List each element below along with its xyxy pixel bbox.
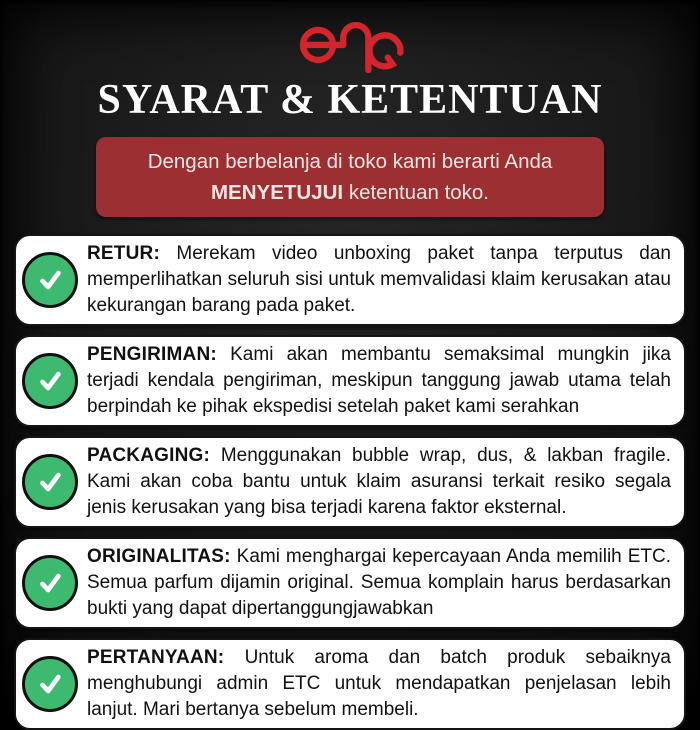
check-circle-icon (22, 353, 78, 409)
term-text: PERTANYAAN: Untuk aroma dan batch produk sebaiknya menghubungi admin ETC untuk mendapatkan penjelasan lebih lanjut. Mari bertanya sebelum membeli. (87, 647, 672, 721)
term-label: RETUR: (87, 243, 160, 265)
check-circle-icon (22, 555, 78, 611)
notice-line1: Dengan berbelanja di toko kami berarti Anda (147, 150, 553, 174)
term-card-pengiriman (14, 335, 686, 427)
term-card-packaging (14, 436, 686, 528)
term-label: PACKAGING: (87, 445, 211, 467)
term-text: RETUR: Merekam video unboxing paket tanpa terputus dan memperlihatkan seluruh sisi untuk memvalidasi klaim kerusakan atau kekurangan barang pada paket. (87, 243, 672, 317)
term-label: PENGIRIMAN: (87, 344, 217, 366)
check-circle-icon (22, 656, 78, 712)
check-circle-icon (22, 252, 78, 308)
term-card-originalitas (14, 537, 686, 629)
term-card-retur (14, 234, 686, 326)
term-card-pertanyaan (14, 638, 686, 730)
check-circle-icon (22, 454, 78, 510)
term-label: PERTANYAAN: (87, 647, 225, 669)
terms-list (14, 234, 686, 730)
page-title: SYARAT & KETENTUAN (97, 77, 603, 123)
notice-line2-rest: ketentuan toko. (343, 181, 490, 205)
term-text: PENGIRIMAN: Kami akan membantu semaksimal mungkin jika terjadi kendala pengiriman, meskipun tanggung jawab utama telah berpindah ke pihak ekspedisi setelah paket kami serahkan (87, 344, 671, 418)
term-label: ORIGINALITAS: (87, 546, 231, 568)
notice-agree-word: MENYETUJUI (210, 181, 344, 205)
shop-logo (0, 12, 700, 74)
agreement-notice (96, 137, 604, 217)
term-text: ORIGINALITAS: Kami menghargai kepercayaan Anda memilih ETC. Semua parfum dijamin original. Semua komplain harus berdasarkan bukti yang dapat dipertanggungjawabkan (87, 546, 671, 620)
term-text: PACKAGING: Menggunakan bubble wrap, dus, & lakban fragile. Kami akan coba bantu untuk klaim asuransi terkait resiko segala jenis kerusakan yang bisa terjadi karena faktor eksternal. (87, 445, 671, 519)
etc-logo-icon (291, 13, 409, 73)
